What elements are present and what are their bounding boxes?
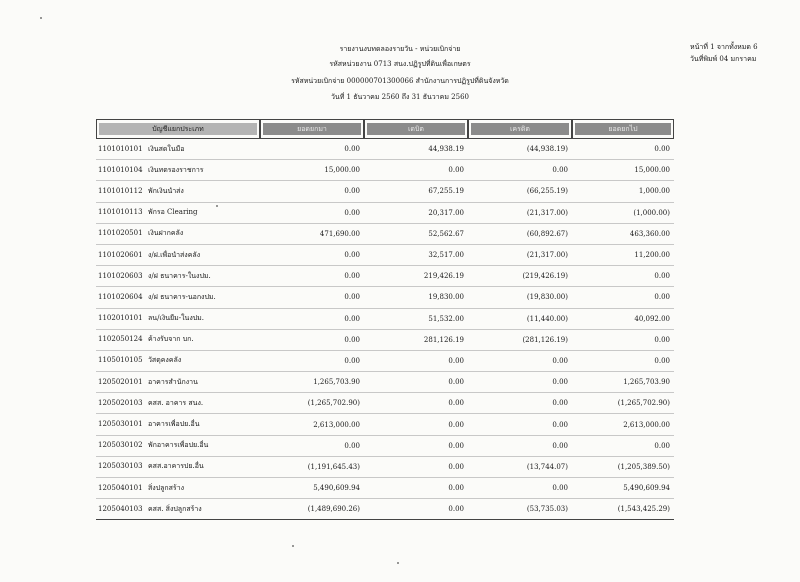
account-cell [96, 478, 260, 499]
account-cell [96, 181, 260, 202]
table-header-row [96, 119, 674, 139]
carried-forward-cell: 0.00 [572, 330, 674, 351]
debit-cell: 0.00 [364, 351, 468, 372]
account-name: อาคารสำนักงาน [148, 377, 198, 386]
credit-cell: 0.00 [468, 414, 572, 435]
account-name: ค้างรับจาก บก. [148, 335, 194, 344]
table-row [96, 139, 674, 160]
debit-cell: 219,426.19 [364, 266, 468, 287]
debit-cell: 44,938.19 [364, 139, 468, 160]
report-title: รายงานงบทดลองรายวัน - หน่วยเบิกจ่าย [339, 45, 461, 53]
brought-forward-cell: 5,490,609.94 [260, 478, 364, 499]
account-code: 1102050124 [98, 335, 143, 344]
agency-line: รหัสหน่วยงาน 0713 สนง.ปฏิรูปที่ดินเพื่อเกษตร [329, 60, 471, 68]
date-range-line: วันที่ 1 ธันวาคม 2560 ถึง 31 ธันวาคม 2560 [331, 93, 469, 101]
account-name: พักเงินนำส่ง [148, 186, 184, 195]
carried-forward-cell: 1,265,703.90 [572, 372, 674, 393]
credit-cell: 0.00 [468, 393, 572, 414]
table-row [96, 351, 674, 372]
table-row [96, 181, 674, 202]
account-cell [96, 351, 260, 372]
page-number: หน้าที่ 1 จากทั้งหมด 6 [690, 43, 758, 51]
account-name: ง/ฝ ธนาคาร-ในงปม. [148, 271, 211, 280]
debit-cell: 0.00 [364, 160, 468, 181]
account-cell [96, 203, 260, 224]
credit-cell: 0.00 [468, 372, 572, 393]
account-code: 1205020103 [98, 398, 143, 407]
account-cell [96, 414, 260, 435]
account-name: พักอาคารเพื่อปย.อื่น [148, 441, 209, 450]
account-code: 1101020601 [98, 250, 143, 259]
debit-cell: 0.00 [364, 436, 468, 457]
account-name: พักรอ Clearing [148, 208, 198, 217]
debit-cell: 51,532.00 [364, 309, 468, 330]
account-cell [96, 436, 260, 457]
header-account: บัญชีแยกประเภท [96, 119, 260, 139]
account-name: ลน/เงินยืม-ในงปม. [148, 314, 205, 323]
account-code: 1101010101 [98, 144, 143, 153]
credit-cell: (19,830.00) [468, 287, 572, 308]
debit-cell: 0.00 [364, 414, 468, 435]
table-row [96, 160, 674, 181]
account-code: 1205040101 [98, 483, 143, 492]
credit-cell: (11,440.00) [468, 309, 572, 330]
account-code: 1205030102 [98, 441, 143, 450]
disbursement-unit-line: รหัสหน่วยเบิกจ่าย 000000701300066 สำนักงานการปฏิรูปที่ดินจังหวัด [291, 77, 509, 85]
carried-forward-cell: (1,000.00) [572, 203, 674, 224]
brought-forward-cell: (1,489,690.26) [260, 499, 364, 520]
carried-forward-cell: (1,265,702.90) [572, 393, 674, 414]
table-row [96, 393, 674, 414]
account-code: 1105010105 [98, 356, 143, 365]
account-code: 1102010101 [98, 314, 143, 323]
table-row [96, 499, 674, 520]
brought-forward-cell: 0.00 [260, 351, 364, 372]
account-name: เงินทดรองราชการ [148, 165, 204, 174]
table-row [96, 372, 674, 393]
scan-speck [40, 17, 42, 19]
carried-forward-cell: 1,000.00 [572, 181, 674, 202]
brought-forward-cell: 0.00 [260, 436, 364, 457]
brought-forward-cell: 0.00 [260, 266, 364, 287]
account-cell [96, 224, 260, 245]
debit-cell: 67,255.19 [364, 181, 468, 202]
table-row [96, 287, 674, 308]
trial-balance-table [96, 119, 674, 520]
table-row [96, 224, 674, 245]
debit-cell: 19,830.00 [364, 287, 468, 308]
debit-cell: 52,562.67 [364, 224, 468, 245]
scan-speck [292, 545, 294, 547]
brought-forward-cell: 0.00 [260, 287, 364, 308]
credit-cell: (53,735.03) [468, 499, 572, 520]
account-name: คสส. สิ่งปลูกสร้าง [148, 504, 202, 513]
brought-forward-cell: 0.00 [260, 330, 364, 351]
table-row [96, 457, 674, 478]
brought-forward-cell: 0.00 [260, 139, 364, 160]
credit-cell: (13,744.07) [468, 457, 572, 478]
account-cell [96, 372, 260, 393]
account-code: 1101020603 [98, 271, 143, 280]
debit-cell: 0.00 [364, 457, 468, 478]
account-cell [96, 139, 260, 160]
debit-cell: 281,126.19 [364, 330, 468, 351]
debit-cell: 20,317.00 [364, 203, 468, 224]
brought-forward-cell: 0.00 [260, 203, 364, 224]
carried-forward-cell: 5,490,609.94 [572, 478, 674, 499]
credit-cell: (21,317.00) [468, 203, 572, 224]
carried-forward-cell: (1,205,389.50) [572, 457, 674, 478]
debit-cell: 0.00 [364, 478, 468, 499]
debit-cell: 32,517.00 [364, 245, 468, 266]
credit-cell: (44,938.19) [468, 139, 572, 160]
account-name: คสส. อาคาร สนง. [148, 398, 204, 407]
table-row [96, 478, 674, 499]
carried-forward-cell: 15,000.00 [572, 160, 674, 181]
carried-forward-cell: 0.00 [572, 139, 674, 160]
credit-cell: 0.00 [468, 351, 572, 372]
debit-cell: 0.00 [364, 393, 468, 414]
table-row [96, 330, 674, 351]
scan-speck [216, 205, 218, 207]
carried-forward-cell: 0.00 [572, 436, 674, 457]
account-code: 1205020101 [98, 377, 143, 386]
credit-cell: (219,426.19) [468, 266, 572, 287]
account-name: อาคารเพื่อปย.อื่น [148, 420, 200, 429]
carried-forward-cell: 0.00 [572, 266, 674, 287]
brought-forward-cell: (1,265,702.90) [260, 393, 364, 414]
table-row [96, 309, 674, 330]
credit-cell: 0.00 [468, 436, 572, 457]
account-cell [96, 266, 260, 287]
header-brought-forward: ยอดยกมา [260, 119, 364, 139]
carried-forward-cell: (1,543,425.29) [572, 499, 674, 520]
brought-forward-cell: 2,613,000.00 [260, 414, 364, 435]
account-name: ง/ฝ.เพื่อนำส่งคลัง [148, 250, 201, 259]
table-row [96, 436, 674, 457]
account-code: 1205030101 [98, 420, 143, 429]
account-name: เงินสดในมือ [148, 144, 185, 153]
carried-forward-cell: 463,360.00 [572, 224, 674, 245]
table-row [96, 266, 674, 287]
carried-forward-cell: 2,613,000.00 [572, 414, 674, 435]
account-cell [96, 287, 260, 308]
account-code: 1101020604 [98, 292, 143, 301]
account-cell [96, 245, 260, 266]
account-cell [96, 499, 260, 520]
table-row [96, 203, 674, 224]
carried-forward-cell: 0.00 [572, 351, 674, 372]
credit-cell: 0.00 [468, 478, 572, 499]
brought-forward-cell: 15,000.00 [260, 160, 364, 181]
brought-forward-cell: 0.00 [260, 309, 364, 330]
carried-forward-cell: 40,092.00 [572, 309, 674, 330]
account-cell [96, 330, 260, 351]
credit-cell: (66,255.19) [468, 181, 572, 202]
header-credit: เครดิต [468, 119, 572, 139]
account-name: วัสดุคงคลัง [148, 356, 182, 365]
brought-forward-cell: 0.00 [260, 245, 364, 266]
account-code: 1205030103 [98, 462, 143, 471]
print-date: วันที่พิมพ์ 04 มกราคม [690, 55, 757, 63]
account-code: 1101010104 [98, 165, 143, 174]
debit-cell: 0.00 [364, 372, 468, 393]
brought-forward-cell: (1,191,645.43) [260, 457, 364, 478]
brought-forward-cell: 471,690.00 [260, 224, 364, 245]
header-carried-forward: ยอดยกไป [572, 119, 674, 139]
debit-cell: 0.00 [364, 499, 468, 520]
account-name: คสส.อาคารปย.อื่น [148, 462, 204, 471]
header-debit: เดบิต [364, 119, 468, 139]
account-code: 1101010112 [98, 186, 143, 195]
account-name: เงินฝากคลัง [148, 229, 184, 238]
account-cell [96, 160, 260, 181]
credit-cell: (60,892.67) [468, 224, 572, 245]
carried-forward-cell: 11,200.00 [572, 245, 674, 266]
account-code: 1101010113 [98, 208, 143, 217]
brought-forward-cell: 1,265,703.90 [260, 372, 364, 393]
scan-speck [397, 562, 399, 564]
table-row [96, 245, 674, 266]
credit-cell: (281,126.19) [468, 330, 572, 351]
credit-cell: (21,317.00) [468, 245, 572, 266]
credit-cell: 0.00 [468, 160, 572, 181]
account-name: ง/ฝ ธนาคาร-นอกงปม. [148, 292, 216, 301]
account-cell [96, 309, 260, 330]
account-code: 1101020501 [98, 229, 143, 238]
account-cell [96, 457, 260, 478]
table-row [96, 414, 674, 435]
account-code: 1205040103 [98, 504, 143, 513]
account-cell [96, 393, 260, 414]
carried-forward-cell: 0.00 [572, 287, 674, 308]
account-name: สิ่งปลูกสร้าง [148, 483, 185, 492]
brought-forward-cell: 0.00 [260, 181, 364, 202]
